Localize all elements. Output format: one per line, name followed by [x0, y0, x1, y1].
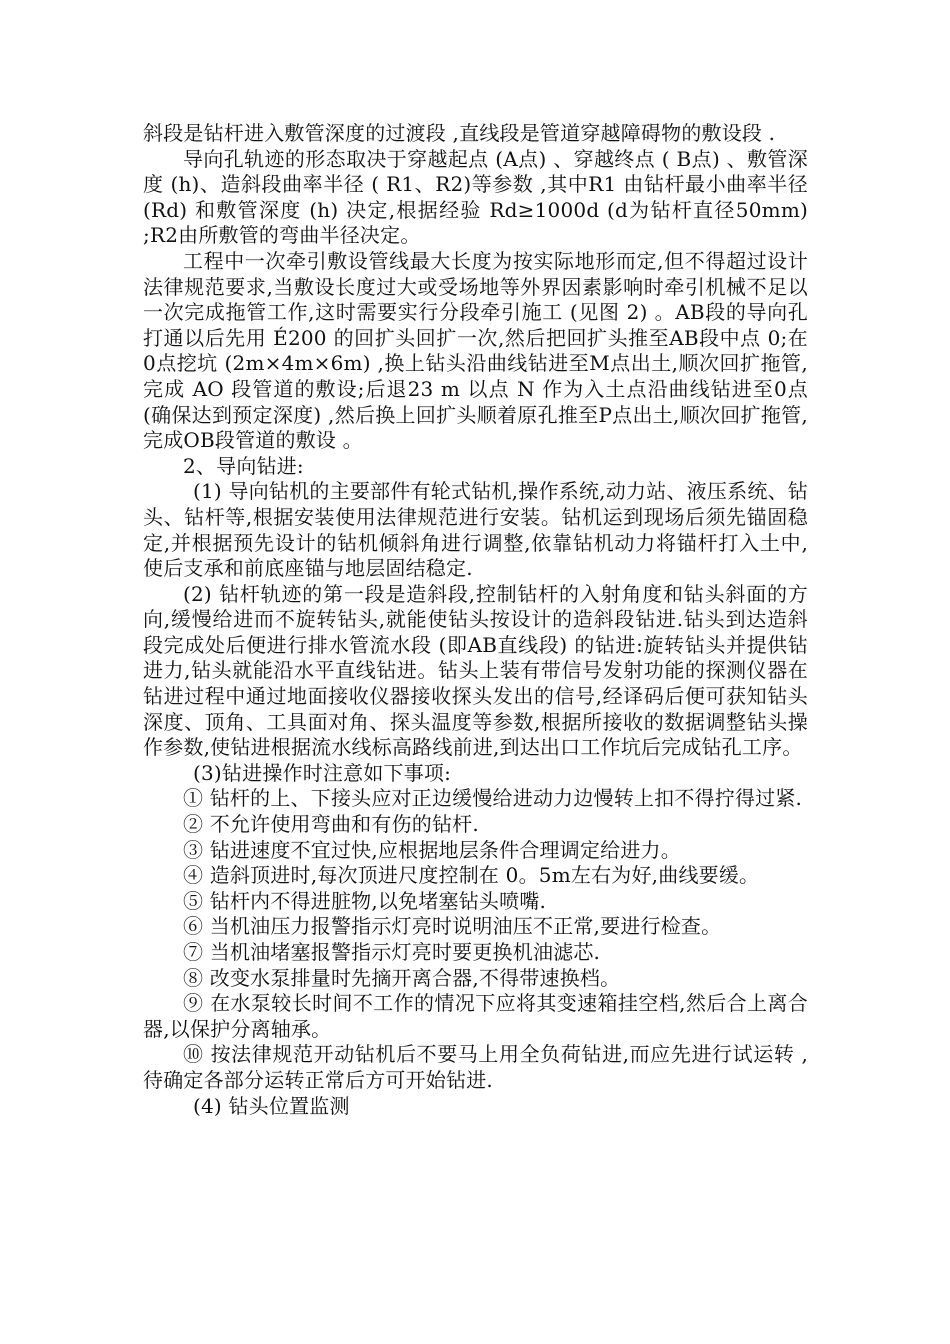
list-item-precaution-7: ⑦ 当机油堵塞报警指示灯亮时要更换机油滤芯.: [183, 940, 601, 964]
list-item-precaution-2: ② 不允许使用弯曲和有伤的钻杆.: [183, 812, 479, 837]
heading-guided-drilling: 2、导向钻进:: [183, 453, 304, 478]
paragraph-transition-section: 斜段是钻杆进入敷管深度的过渡段 ,直线段是管道穿越障碍物的敷设段 .: [143, 121, 776, 145]
list-item-precaution-8: ⑧ 改变水泵排量时先摘开离合器,不得带速换档。: [183, 965, 621, 990]
list-item-precaution-1: ① 钻杆的上、下接头应对正边缓慢给进动力边慢转上扣不得拧得过紧.: [183, 786, 803, 811]
paragraph-drill-trajectory: (2) 钻杆轨迹的第一段是造斜段,控制钻杆的入射角度和钻头斜面的方向,缓慢给进而不旋转钻头,就能使钻头按设计的造斜段钻进.钻头到达造斜段完成处后便进行排水管流水段 (即AB直线段) 的钻进:旋转钻头并提供钻进力,钻头就能沿水平直线钻进。钻头上装有带信号发射功能的探测仪器在钻进过程中通过地面接收仪器接收探头发出的信号,经译码后便可获知钻头深度、顶角、工具面对角、探头温度等参数,根据所接收的数据调整钻头操作参数,使钻进根据流水线标高路线前进,到达出口工作坑后完成钻孔工序。: [143, 581, 808, 760]
list-item-precaution-3: ③ 钻进速度不宜过快,应根据地层条件合理调定给进力。: [183, 837, 681, 862]
list-item-precaution-6: ⑥ 当机油压力报警指示灯亮时说明油压不正常,要进行检查。: [183, 914, 722, 939]
document-body: [143, 121, 808, 1119]
list-item-precaution-4: ④ 造斜顶进时,每次顶进尺度控制在 0。5m左右为好,曲线要缓。: [183, 863, 760, 888]
heading-drilling-precautions: (3)钻进操作时注意如下事项:: [193, 760, 452, 785]
list-item-precaution-9: ⑨ 在水泵较长时间不工作的情况下应将其变速箱挂空档,然后合上离合器,以保护分离轴承。: [143, 991, 808, 1041]
list-item-precaution-10: ⑩ 按法律规范开动钻机后不要马上用全负荷钻进,而应先进行试运转 ,待确定各部分运转正常后方可开始钻进.: [143, 1042, 808, 1092]
paragraph-guide-hole-trajectory: 导向孔轨迹的形态取决于穿越起点 (A点) 、穿越终点 ( B点) 、敷管深度 (h)、造斜段曲率半径 ( R1、R2)等参数 ,其中R1 由钻杆最小曲率半径 (Rd) 和敷管深度 (h) 决定,根据经验 Rd≥1000d (d为钻杆直径50mm) ;R2由所敷管的弯曲半径决定。: [143, 146, 808, 248]
paragraph-drill-components: (1) 导向钻机的主要部件有轮式钻机,操作系统,动力站、液压系统、钻头、钻杆等,根据安装使用法律规范进行安装。钻机运到现场后须先锚固稳定,并根据预先设计的钻机倾斜角进行调整,依靠钻机动力将锚杆打入土中,使后支承和前底座锚与地层固结稳定.: [143, 479, 808, 581]
paragraph-segmented-traction: 工程中一次牵引敷设管线最大长度为按实际地形而定,但不得超过设计法律规范要求,当敷设长度过大或受场地等外界因素影响时牵引机械不足以一次完成拖管工作,这时需要实行分段牵引施工 (见图 2) 。AB段的导向孔打通以后先用 É200 的回扩头回扩一次,然后把回扩头推至AB段中点 0;在0点挖坑 (2m×4m×6m) ,换上钻头沿曲线钻进至M点出土,顺次回扩拖管,完成 AO 段管道的敷设;后退23 m 以点 N 作为入土点沿曲线钻进至0点 (确保达到预定深度) ,然后换上回扩头顺着原孔推至P点出土,顺次回扩拖管,完成OB段管道的敷设 。: [143, 248, 808, 453]
list-item-precaution-5: ⑤ 钻杆内不得进脏物,以免堵塞钻头喷嘴.: [183, 888, 547, 913]
heading-drill-position-monitoring: (4) 钻头位置监测: [193, 1093, 350, 1118]
